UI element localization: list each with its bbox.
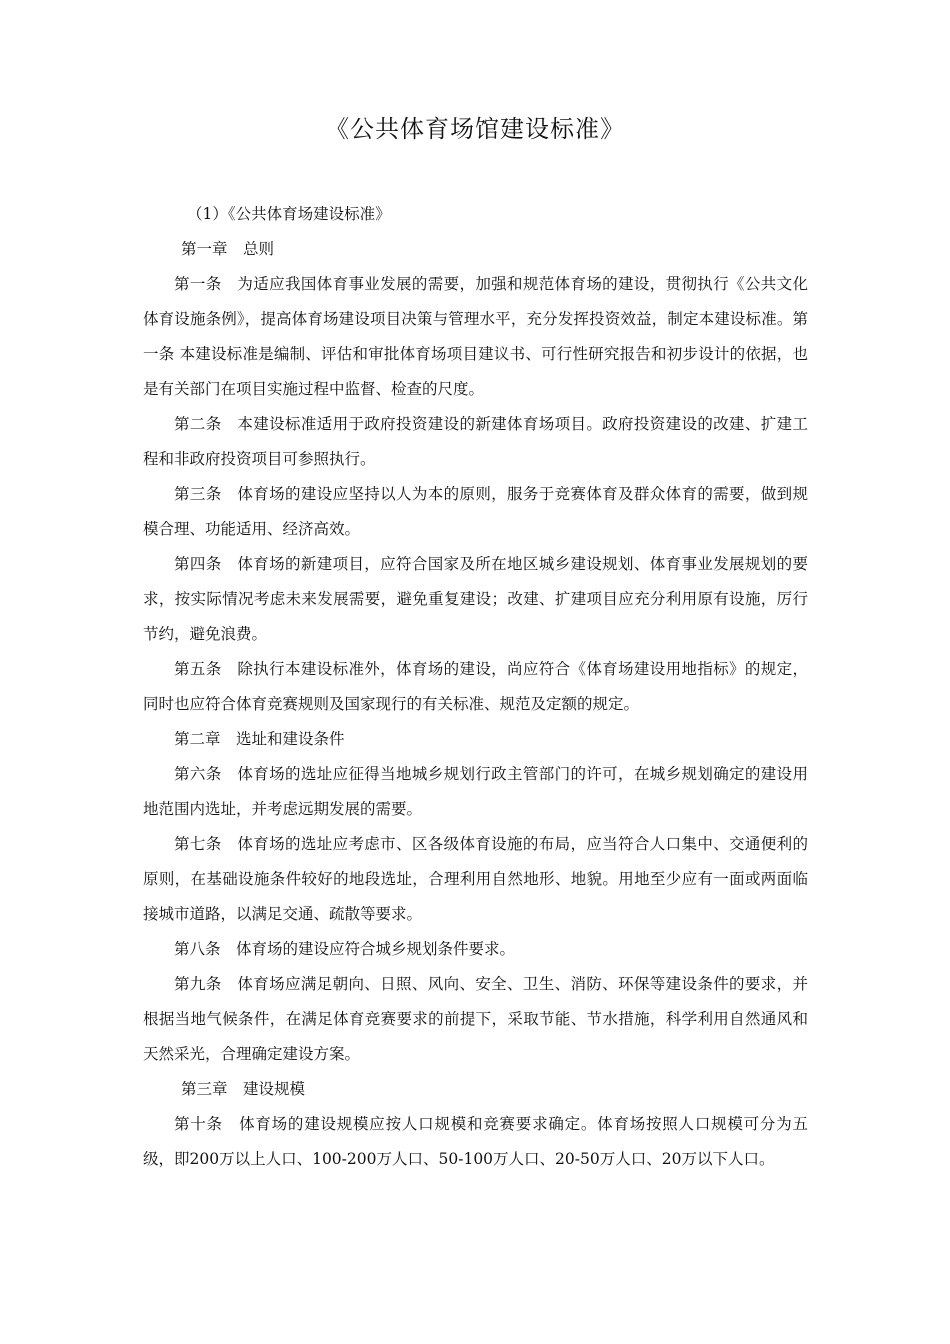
chapter-heading: 第三章 建设规模 (181, 1080, 306, 1098)
document-title: 《公共体育场馆建设标准》 (325, 115, 625, 143)
chapter-heading: 第二章 选址和建设条件 (174, 730, 345, 748)
article-paragraph: 第九条 体育场应满足朝向、日照、风向、安全、卫生、消防、环保等建设条件的要求，并根据当地气候条件，在满足体育竞赛要求的前提下，采取节能、节水措施，科学利用自然通风和天然采光，合理确定建设方案。 (143, 975, 808, 1063)
article-paragraph: 第七条 体育场的选址应考虑市、区各级体育设施的布局，应当符合人口集中、交通便利的原则，在基础设施条件较好的地段选址，合理利用自然地形、地貌。用地至少应有一面或两面临接城市道路，以满足交通、疏散等要求。 (143, 835, 808, 923)
article-paragraph: 第八条 体育场的建设应符合城乡规划条件要求。 (174, 940, 516, 958)
subtitle-line: （1）《公共体育场建设标准》 (187, 205, 391, 223)
article-paragraph: 第三条 体育场的建设应坚持以人为本的原则，服务于竞赛体育及群众体育的需要，做到规模合理、功能适用、经济高效。 (143, 485, 808, 538)
document-body (143, 197, 808, 1177)
article-paragraph: 第一条 为适应我国体育事业发展的需要，加强和规范体育场的建设，贯彻执行《公共文化体育设施条例》，提高体育场建设项目决策与管理水平，充分发挥投资效益，制定本建设标准。第一条 本建设标准是编制、评估和审批体育场项目建议书、可行性研究报告和初步设计的依据，也是有关部门在项目实施过程中监督、检查的尺度。 (143, 275, 808, 398)
article-paragraph: 第五条 除执行本建设标准外，体育场的建设，尚应符合《体育场建设用地指标》的规定，同时也应符合体育竞赛规则及国家现行的有关标准、规范及定额的规定。 (143, 660, 808, 713)
article-paragraph: 第十条 体育场的建设规模应按人口规模和竞赛要求确定。体育场按照人口规模可分为五级，即200万以上人口、100-200万人口、50-100万人口、20-50万人口、20万以下人口。 (143, 1115, 808, 1168)
article-paragraph: 第二条 本建设标准适用于政府投资建设的新建体育场项目。政府投资建设的改建、扩建工程和非政府投资项目可参照执行。 (143, 415, 808, 468)
article-paragraph: 第六条 体育场的选址应征得当地城乡规划行政主管部门的许可，在城乡规划确定的建设用地范围内选址，并考虑远期发展的需要。 (143, 765, 808, 818)
article-paragraph: 第四条 体育场的新建项目，应符合国家及所在地区城乡建设规划、体育事业发展规划的要求，按实际情况考虑未来发展需要，避免重复建设；改建、扩建项目应充分利用原有设施，厉行节约，避免浪费。 (143, 555, 808, 643)
chapter-heading: 第一章 总则 (181, 240, 275, 258)
